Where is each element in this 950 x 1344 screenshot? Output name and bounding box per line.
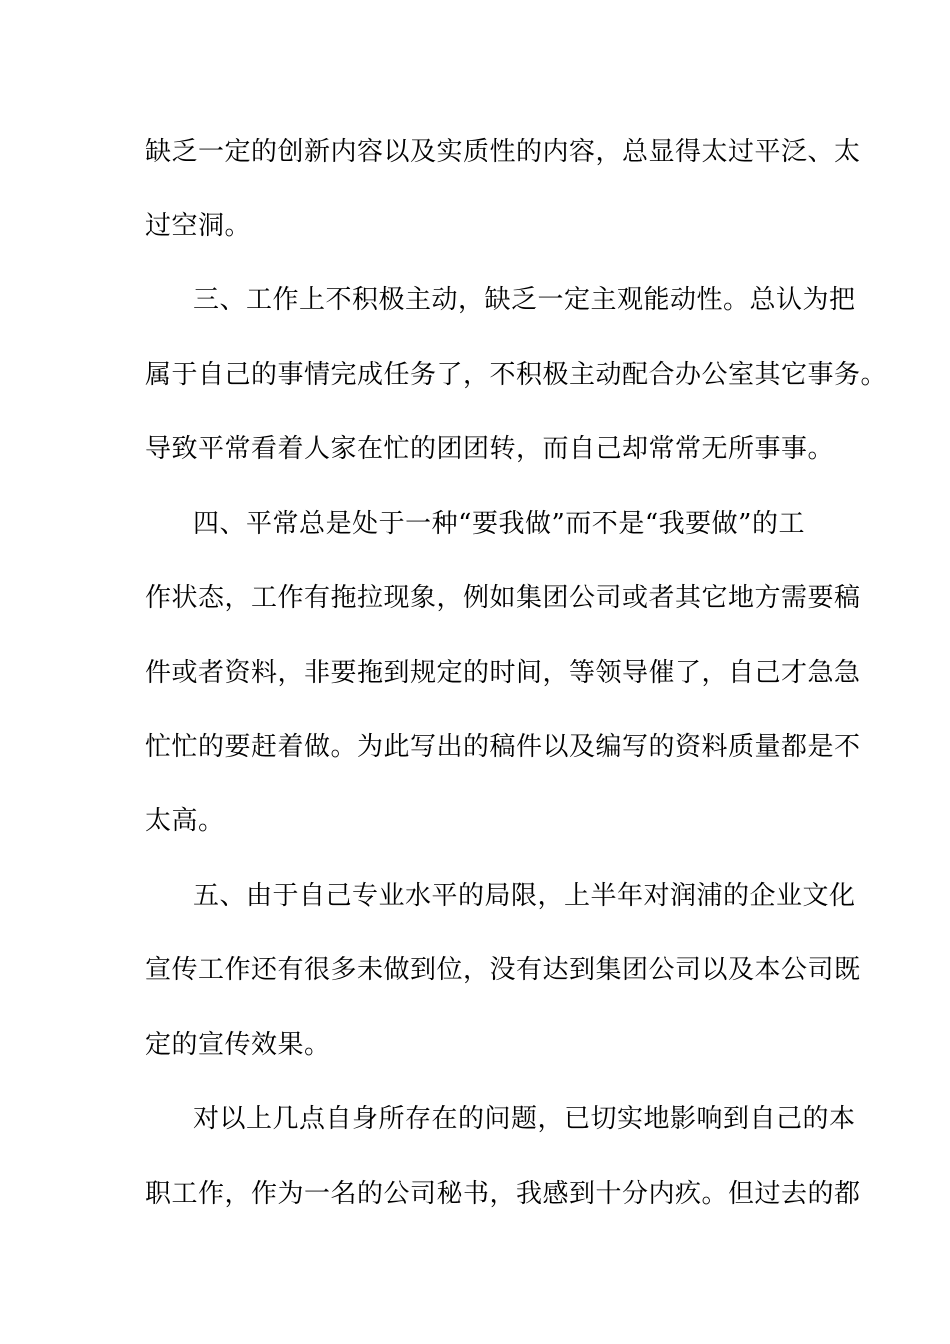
paragraph-line: 四、平常总是处于一种“要我做”而不是“我要做”的工 — [193, 509, 805, 539]
paragraph-line: 五、由于自己专业水平的局限，上半年对润浦的企业文化 — [193, 881, 856, 911]
paragraph-line: 属于自己的事情完成任务了，不积极主动配合办公室其它事务。 — [145, 360, 888, 390]
paragraph-line: 缺乏一定的创新内容以及实质性的内容，总显得太过平泛、太 — [145, 137, 861, 167]
paragraph-line: 职工作，作为一名的公司秘书，我感到十分内疚。但过去的都 — [145, 1179, 861, 1209]
paragraph-line: 定的宣传效果。 — [145, 1030, 331, 1060]
paragraph-line: 导致平常看着人家在忙的团团转，而自己却常常无所事事。 — [145, 434, 835, 464]
paragraph-line: 过空洞。 — [145, 211, 252, 241]
paragraph-line: 宣传工作还有很多未做到位，没有达到集团公司以及本公司既 — [145, 955, 861, 985]
paragraph-line: 三、工作上不积极主动，缺乏一定主观能动性。总认为把 — [193, 285, 856, 315]
paragraph-line: 件或者资料，非要拖到规定的时间，等领导催了，自己才急急 — [145, 658, 861, 688]
paragraph-line: 太高。 — [145, 806, 225, 836]
paragraph-line: 作状态，工作有拖拉现象，例如集团公司或者其它地方需要稿 — [145, 583, 861, 613]
paragraph-line: 对以上几点自身所存在的问题，已切实地影响到自己的本 — [193, 1104, 856, 1134]
paragraph-line: 忙忙的要赶着做。为此写出的稿件以及编写的资料质量都是不 — [145, 732, 861, 762]
